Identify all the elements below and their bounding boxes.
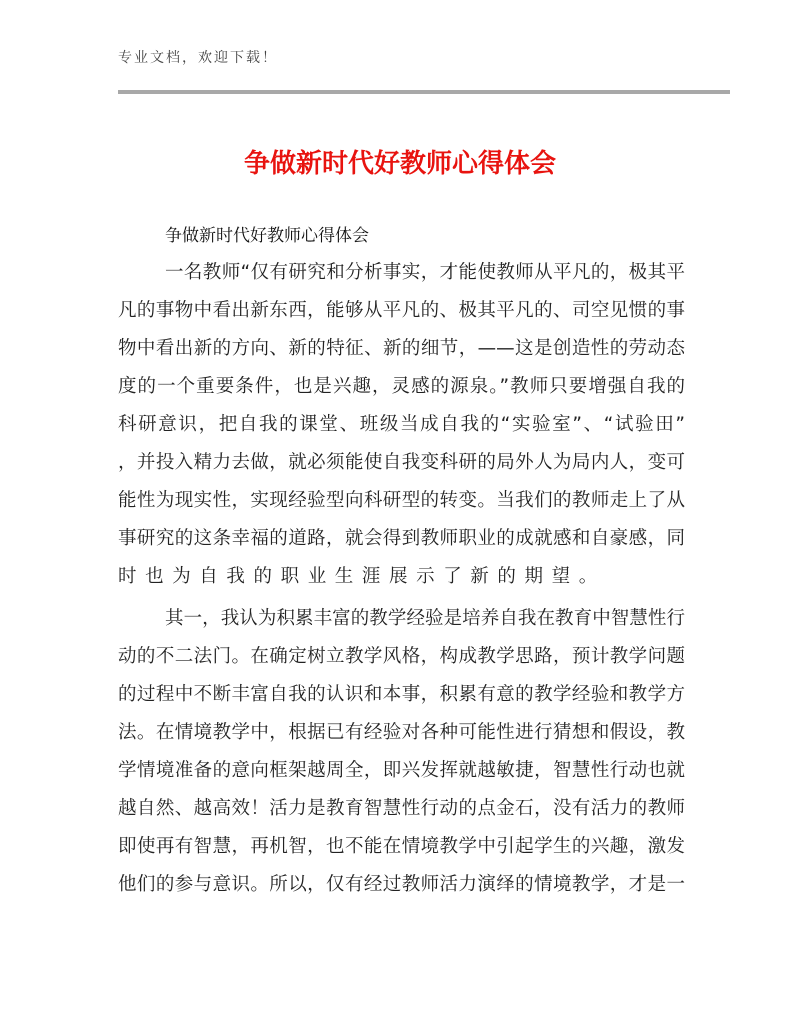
document-subtitle: 争做新时代好教师心得体会 [165,226,369,246]
paragraph-line: 科研意识，把自我的课堂、班级当成自我的“实验室”、“试验田” [118,414,685,435]
paragraph-line: 一名教师“仅有研究和分析事实，才能使教师从平凡的，极其平 [165,262,685,283]
paragraph-line: 即使再有智慧，再机智，也不能在情境教学中引起学生的兴趣，激发 [118,836,685,857]
paragraph-line: 法。在情境教学中，根据已有经验对各种可能性进行猜想和假设，教 [118,722,685,743]
paragraph-line: 学情境准备的意向框架越周全，即兴发挥就越敏捷，智慧性行动也就 [118,760,685,781]
paragraph-line: 度的一个重要条件，也是兴趣，灵感的源泉。”教师只要增强自我的 [118,376,685,397]
paragraph-line: 能性为现实性，实现经验型向科研型的转变。当我们的教师走上了从 [118,490,685,511]
paragraph-line: 事研究的这条幸福的道路，就会得到教师职业的成就感和自豪感，同 [118,528,685,549]
paragraph-line: 动的不二法门。在确定树立教学风格，构成教学思路，预计教学问题 [118,646,685,667]
paragraph-line: 他们的参与意识。所以，仅有经过教师活力演绎的情境教学，才是一 [118,874,685,895]
page-header-text: 专业文档，欢迎下载！ [118,50,278,66]
paragraph-line: 其一，我认为积累丰富的教学经验是培养自我在教育中智慧性行 [165,608,685,629]
paragraph-line: 凡的事物中看出新东西，能够从平凡的、极其平凡的、司空见惯的事 [118,300,685,321]
header-divider [118,90,730,94]
paragraph-line: 物中看出新的方向、新的特征、新的细节，——这是创造性的劳动态 [118,338,685,359]
document-title: 争做新时代好教师心得体会 [243,149,556,179]
paragraph-line: 的过程中不断丰富自我的认识和本事，积累有意的教学经验和教学方 [118,684,685,705]
paragraph-line: 时也为自我的职业生涯展示了新的期望。 [118,566,606,587]
paragraph-line: ，并投入精力去做，就必须能使自我变科研的局外人为局内人，变可 [118,452,685,473]
paragraph-line: 越自然、越高效！活力是教育智慧性行动的点金石，没有活力的教师 [118,798,685,819]
